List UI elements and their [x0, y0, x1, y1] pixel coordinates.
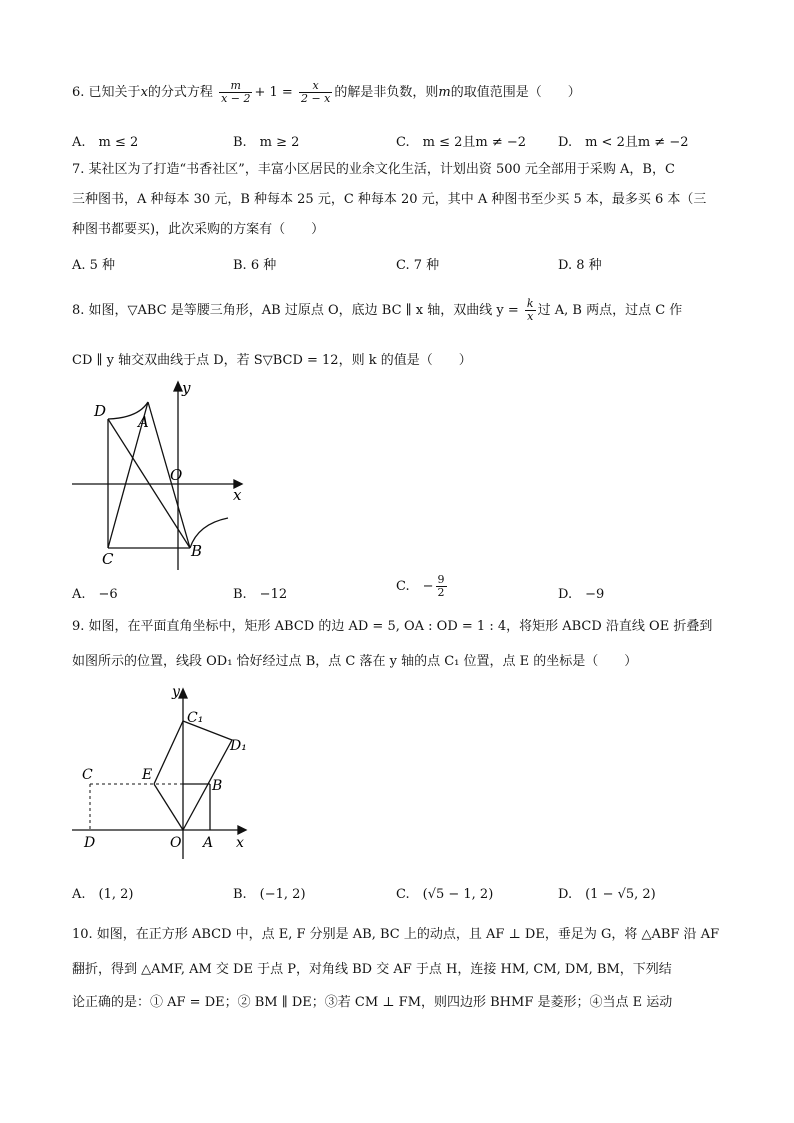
q9-line-1: 9. 如图，在平面直角坐标中，矩形 ABCD 的边 AD = 5, OA : OD = 1 : 4，将矩形 ABCD 沿直线 OE 折叠到 — [72, 619, 713, 634]
q6-option-b[interactable]: B. m ≥ 2 — [233, 135, 300, 150]
q9-label-d: D — [84, 835, 96, 851]
q8-text-pre: 8. 如图，▽ABC 是等腰三角形，AB 过原点 O，底边 BC ∥ x 轴，双曲线 y = — [72, 303, 519, 318]
q6-fraction-2: $\frac{x}{2 - x}$ — [300, 79, 331, 105]
q6-fraction-1: $\frac{m}{x - 2}$ — [221, 79, 251, 105]
q6-option-d[interactable]: D. m < 2且m ≠ −2 — [558, 135, 689, 150]
q8-line-1 — [72, 298, 682, 323]
q10-line-3: 论正确的是：① AF = DE；② BM ∥ DE；③若 CM ⊥ FM，则四边形 BHMF 是菱形；④当点 E 运动 — [72, 995, 673, 1010]
q8-figure — [70, 378, 250, 573]
q6-option-a[interactable]: A. m ≤ 2 — [72, 135, 139, 150]
q6-text-pre: 已知关于 — [88, 85, 141, 100]
q9-label-d1: D₁ — [230, 738, 247, 754]
q8-option-d[interactable]: D. −9 — [558, 587, 605, 602]
q8-option-c[interactable] — [396, 574, 449, 599]
q7-option-d[interactable]: D. 8 种 — [558, 258, 602, 273]
q10-line-2: 翻折，得到 △AMF, AM 交 DE 于点 P，对角线 BD 交 AF 于点 H，连接 HM, CM, DM, BM，下列结 — [72, 962, 672, 977]
q8-label-x: x — [233, 486, 242, 504]
q8-option-c-label: C. − — [396, 579, 434, 594]
q9-label-e: E — [142, 767, 153, 783]
q8-fraction: $\frac{k}{x}$ — [526, 297, 534, 323]
q7-line-2: 三种图书，A 种每本 30 元，B 种每本 25 元，C 种每本 20 元，其中 A 种图书至少买 5 本，最多买 6 本（三 — [72, 192, 707, 207]
q7-line-3: 种图书都要买)，此次采购的方案有（ ） — [72, 222, 325, 237]
q9-label-c1: C₁ — [187, 710, 204, 726]
q8-label-c: C — [102, 550, 114, 568]
q8-option-b[interactable]: B. −12 — [233, 587, 288, 602]
q8-line-2: CD ∥ y 轴交双曲线于点 D，若 S▽BCD = 12，则 k 的值是（ ） — [72, 353, 472, 368]
q8-option-a[interactable]: A. −6 — [72, 587, 118, 602]
q6-text-mid: 的分式方程 — [147, 85, 213, 100]
q6-number: 6. — [72, 85, 85, 100]
q6-plus: + 1 = — [254, 85, 293, 100]
q8-option-c-fraction: $\frac{9}{2}$ — [437, 573, 445, 599]
q10-line-1: 10. 如图，在正方形 ABCD 中，点 E, F 分别是 AB, BC 上的动点，且 AF ⊥ DE，垂足为 G，将 △ABF 沿 AF — [72, 927, 720, 942]
q6-var-x: x — [140, 85, 148, 100]
q6-text-tail: 的取值范围是（ ） — [450, 85, 581, 100]
q9-label-x: x — [236, 835, 244, 851]
q9-label-o: O — [170, 835, 182, 851]
q8-label-o: O — [170, 466, 183, 484]
q8-label-y: y — [182, 379, 191, 397]
q9-label-b: B — [212, 778, 223, 794]
q7-line-1: 7. 某社区为了打造“书香社区”，丰富小区居民的业余文化生活，计划出资 500 元全部用于采购 A，B，C — [72, 162, 675, 177]
q7-option-c[interactable]: C. 7 种 — [396, 258, 440, 273]
q7-option-b[interactable]: B. 6 种 — [233, 258, 277, 273]
q7-option-a[interactable]: A. 5 种 — [72, 258, 116, 273]
q8-label-a: A — [138, 413, 149, 431]
q9-label-c: C — [82, 767, 93, 783]
q8-text-post: 过 A, B 两点，过点 C 作 — [537, 303, 683, 318]
q9-option-a[interactable]: A. (1, 2) — [72, 887, 134, 902]
q9-line-2: 如图所示的位置，线段 OD₁ 恰好经过点 B，点 C 落在 y 轴的点 C₁ 位置，点 E 的坐标是（ ） — [72, 654, 638, 669]
q6-option-c[interactable]: C. m ≤ 2且m ≠ −2 — [396, 135, 527, 150]
q6-var-m: m — [438, 85, 451, 100]
q9-option-b[interactable]: B. (−1, 2) — [233, 887, 306, 902]
q8-label-d: D — [94, 402, 107, 420]
q9-figure — [70, 684, 255, 864]
q9-label-a: A — [203, 835, 214, 851]
q6-text-post: 的解是非负数，则 — [334, 85, 439, 100]
q8-label-b: B — [191, 542, 203, 560]
q9-option-d[interactable]: D. (1 − √5, 2) — [558, 887, 656, 902]
q6-stem — [72, 80, 581, 105]
q9-option-c[interactable]: C. (√5 − 1, 2) — [396, 887, 494, 902]
q9-label-y: y — [172, 684, 180, 700]
